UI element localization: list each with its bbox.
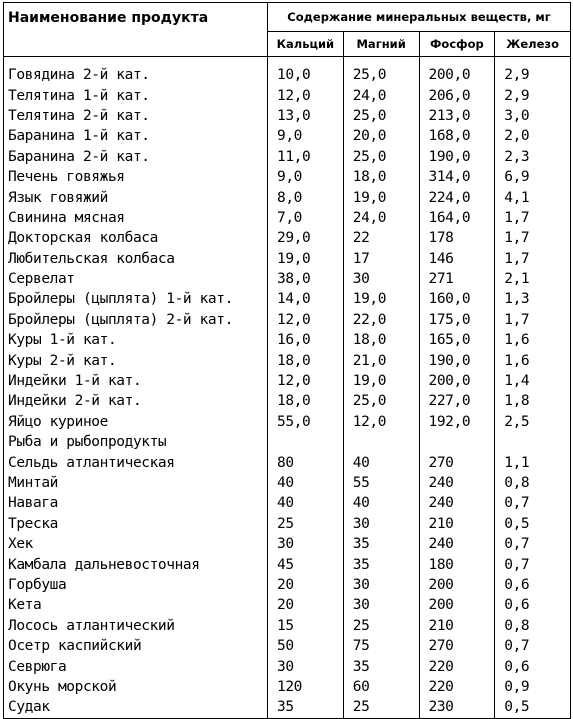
cell-product-name: Навага <box>4 493 268 513</box>
cell-phosphorus: 146 <box>419 249 495 269</box>
cell-iron: 0,7 <box>495 554 571 574</box>
cell-calcium: 80 <box>268 452 344 472</box>
table-row <box>4 391 571 411</box>
cell-magnesium <box>343 432 419 452</box>
cell-product-name: Баранина 1-й кат. <box>4 126 268 146</box>
cell-iron: 0,8 <box>495 616 571 636</box>
mineral-content-table <box>3 2 571 719</box>
cell-phosphorus: 160,0 <box>419 289 495 309</box>
table-row <box>4 473 571 493</box>
cell-phosphorus: 200 <box>419 575 495 595</box>
header-iron: Железо <box>495 32 571 57</box>
cell-product-name: Телятина 2-й кат. <box>4 106 268 126</box>
cell-calcium: 8,0 <box>268 187 344 207</box>
cell-iron: 1,7 <box>495 208 571 228</box>
cell-phosphorus <box>419 432 495 452</box>
cell-calcium: 29,0 <box>268 228 344 248</box>
table-row <box>4 350 571 370</box>
cell-product-name: Индейки 1-й кат. <box>4 371 268 391</box>
cell-product-name: Куры 1-й кат. <box>4 330 268 350</box>
table-row <box>4 208 571 228</box>
header-mineral-group: Содержание минеральных веществ, мг <box>268 3 571 32</box>
cell-iron: 0,7 <box>495 493 571 513</box>
table-row <box>4 595 571 615</box>
cell-phosphorus: 165,0 <box>419 330 495 350</box>
cell-product-name: Кета <box>4 595 268 615</box>
cell-calcium: 55,0 <box>268 412 344 432</box>
table-row <box>4 697 571 718</box>
table-row <box>4 616 571 636</box>
cell-product-name: Сельдь атлантическая <box>4 452 268 472</box>
cell-calcium: 12,0 <box>268 310 344 330</box>
header-product-name: Наименование продукта <box>4 3 268 57</box>
cell-magnesium: 21,0 <box>343 350 419 370</box>
header-phosphorus: Фосфор <box>419 32 495 57</box>
cell-product-name: Окунь морской <box>4 677 268 697</box>
cell-calcium: 120 <box>268 677 344 697</box>
cell-phosphorus: 230 <box>419 697 495 718</box>
table-row <box>4 167 571 187</box>
table-row <box>4 126 571 146</box>
cell-magnesium: 25 <box>343 697 419 718</box>
cell-magnesium: 19,0 <box>343 371 419 391</box>
header-calcium: Кальций <box>268 32 344 57</box>
cell-phosphorus: 192,0 <box>419 412 495 432</box>
table-row <box>4 534 571 554</box>
cell-iron: 1,1 <box>495 452 571 472</box>
cell-iron: 2,9 <box>495 85 571 105</box>
cell-phosphorus: 200 <box>419 595 495 615</box>
table-row <box>4 147 571 167</box>
cell-magnesium: 30 <box>343 514 419 534</box>
table-row <box>4 330 571 350</box>
cell-iron: 0,7 <box>495 534 571 554</box>
cell-product-name: Баранина 2-й кат. <box>4 147 268 167</box>
cell-phosphorus: 220 <box>419 677 495 697</box>
cell-product-name: Севрюга <box>4 656 268 676</box>
cell-magnesium: 55 <box>343 473 419 493</box>
mineral-content-table-container <box>3 2 571 715</box>
cell-product-name: Лосось атлантический <box>4 616 268 636</box>
cell-magnesium: 25,0 <box>343 57 419 86</box>
cell-phosphorus: 180 <box>419 554 495 574</box>
cell-magnesium: 35 <box>343 656 419 676</box>
cell-calcium: 38,0 <box>268 269 344 289</box>
cell-phosphorus: 220 <box>419 656 495 676</box>
cell-phosphorus: 168,0 <box>419 126 495 146</box>
cell-product-name: Докторская колбаса <box>4 228 268 248</box>
cell-phosphorus: 240 <box>419 493 495 513</box>
cell-iron: 1,7 <box>495 310 571 330</box>
cell-iron: 1,7 <box>495 228 571 248</box>
cell-product-name: Горбуша <box>4 575 268 595</box>
table-row <box>4 310 571 330</box>
cell-magnesium: 20,0 <box>343 126 419 146</box>
cell-magnesium: 18,0 <box>343 330 419 350</box>
cell-phosphorus: 190,0 <box>419 350 495 370</box>
table-row <box>4 432 571 452</box>
cell-phosphorus: 175,0 <box>419 310 495 330</box>
cell-iron: 1,6 <box>495 330 571 350</box>
cell-calcium: 35 <box>268 697 344 718</box>
table-row <box>4 269 571 289</box>
cell-calcium: 9,0 <box>268 126 344 146</box>
cell-magnesium: 22,0 <box>343 310 419 330</box>
table-row <box>4 57 571 86</box>
table-row <box>4 493 571 513</box>
cell-magnesium: 35 <box>343 554 419 574</box>
cell-product-name: Хек <box>4 534 268 554</box>
cell-phosphorus: 200,0 <box>419 57 495 86</box>
cell-product-name: Сервелат <box>4 269 268 289</box>
cell-iron: 0,5 <box>495 697 571 718</box>
cell-iron: 6,9 <box>495 167 571 187</box>
cell-product-name: Говядина 2-й кат. <box>4 57 268 86</box>
cell-iron: 0,6 <box>495 575 571 595</box>
cell-phosphorus: 206,0 <box>419 85 495 105</box>
cell-iron: 4,1 <box>495 187 571 207</box>
cell-iron: 2,0 <box>495 126 571 146</box>
cell-phosphorus: 178 <box>419 228 495 248</box>
cell-product-name: Свинина мясная <box>4 208 268 228</box>
table-row <box>4 677 571 697</box>
cell-magnesium: 25,0 <box>343 147 419 167</box>
cell-product-name: Бройлеры (цыплята) 2-й кат. <box>4 310 268 330</box>
cell-magnesium: 60 <box>343 677 419 697</box>
cell-magnesium: 75 <box>343 636 419 656</box>
cell-calcium: 30 <box>268 656 344 676</box>
header-magnesium: Магний <box>343 32 419 57</box>
cell-product-name: Минтай <box>4 473 268 493</box>
cell-phosphorus: 213,0 <box>419 106 495 126</box>
cell-phosphorus: 190,0 <box>419 147 495 167</box>
cell-magnesium: 40 <box>343 452 419 472</box>
table-row <box>4 554 571 574</box>
cell-product-name: Индейки 2-й кат. <box>4 391 268 411</box>
table-row <box>4 452 571 472</box>
cell-iron: 0,7 <box>495 636 571 656</box>
cell-calcium: 16,0 <box>268 330 344 350</box>
cell-calcium: 14,0 <box>268 289 344 309</box>
table-row <box>4 636 571 656</box>
cell-phosphorus: 210 <box>419 616 495 636</box>
cell-magnesium: 25,0 <box>343 106 419 126</box>
cell-phosphorus: 210 <box>419 514 495 534</box>
cell-phosphorus: 270 <box>419 636 495 656</box>
cell-iron: 0,6 <box>495 656 571 676</box>
cell-product-name: Язык говяжий <box>4 187 268 207</box>
table-row <box>4 85 571 105</box>
table-row <box>4 249 571 269</box>
cell-magnesium: 22 <box>343 228 419 248</box>
cell-calcium: 30 <box>268 534 344 554</box>
cell-calcium: 20 <box>268 575 344 595</box>
cell-calcium: 13,0 <box>268 106 344 126</box>
cell-calcium: 15 <box>268 616 344 636</box>
cell-product-name: Осетр каспийский <box>4 636 268 656</box>
cell-product-name: Печень говяжья <box>4 167 268 187</box>
cell-magnesium: 30 <box>343 575 419 595</box>
cell-calcium: 12,0 <box>268 371 344 391</box>
table-row <box>4 656 571 676</box>
cell-phosphorus: 240 <box>419 473 495 493</box>
cell-iron: 1,4 <box>495 371 571 391</box>
cell-magnesium: 40 <box>343 493 419 513</box>
table-row <box>4 289 571 309</box>
cell-calcium: 11,0 <box>268 147 344 167</box>
cell-calcium: 18,0 <box>268 350 344 370</box>
cell-phosphorus: 240 <box>419 534 495 554</box>
cell-product-name: Камбала дальневосточная <box>4 554 268 574</box>
cell-calcium: 19,0 <box>268 249 344 269</box>
cell-magnesium: 18,0 <box>343 167 419 187</box>
cell-calcium: 9,0 <box>268 167 344 187</box>
table-row <box>4 228 571 248</box>
cell-magnesium: 24,0 <box>343 85 419 105</box>
cell-magnesium: 19,0 <box>343 289 419 309</box>
cell-iron: 1,6 <box>495 350 571 370</box>
cell-calcium: 40 <box>268 473 344 493</box>
table-row <box>4 187 571 207</box>
table-row <box>4 514 571 534</box>
cell-calcium: 10,0 <box>268 57 344 86</box>
table-header <box>4 3 571 57</box>
cell-calcium: 40 <box>268 493 344 513</box>
cell-phosphorus: 271 <box>419 269 495 289</box>
cell-product-name: Рыба и рыбопродукты <box>4 432 268 452</box>
cell-calcium: 45 <box>268 554 344 574</box>
cell-product-name: Куры 2-й кат. <box>4 350 268 370</box>
cell-calcium: 20 <box>268 595 344 615</box>
cell-iron <box>495 432 571 452</box>
table-row <box>4 106 571 126</box>
cell-product-name: Любительская колбаса <box>4 249 268 269</box>
table-body <box>4 57 571 719</box>
cell-phosphorus: 270 <box>419 452 495 472</box>
cell-calcium: 7,0 <box>268 208 344 228</box>
cell-magnesium: 30 <box>343 595 419 615</box>
cell-calcium: 25 <box>268 514 344 534</box>
cell-iron: 0,9 <box>495 677 571 697</box>
cell-product-name: Яйцо куриное <box>4 412 268 432</box>
cell-iron: 0,6 <box>495 595 571 615</box>
cell-phosphorus: 314,0 <box>419 167 495 187</box>
cell-magnesium: 35 <box>343 534 419 554</box>
cell-magnesium: 19,0 <box>343 187 419 207</box>
cell-calcium: 12,0 <box>268 85 344 105</box>
cell-phosphorus: 200,0 <box>419 371 495 391</box>
cell-iron: 1,7 <box>495 249 571 269</box>
cell-phosphorus: 164,0 <box>419 208 495 228</box>
cell-iron: 2,3 <box>495 147 571 167</box>
cell-magnesium: 17 <box>343 249 419 269</box>
cell-calcium: 50 <box>268 636 344 656</box>
cell-magnesium: 12,0 <box>343 412 419 432</box>
cell-calcium <box>268 432 344 452</box>
cell-product-name: Судак <box>4 697 268 718</box>
cell-magnesium: 25 <box>343 616 419 636</box>
cell-product-name: Бройлеры (цыплята) 1-й кат. <box>4 289 268 309</box>
cell-iron: 2,5 <box>495 412 571 432</box>
cell-product-name: Телятина 1-й кат. <box>4 85 268 105</box>
cell-magnesium: 24,0 <box>343 208 419 228</box>
cell-iron: 0,8 <box>495 473 571 493</box>
cell-iron: 2,9 <box>495 57 571 86</box>
cell-product-name: Треска <box>4 514 268 534</box>
cell-calcium: 18,0 <box>268 391 344 411</box>
cell-iron: 1,8 <box>495 391 571 411</box>
cell-phosphorus: 224,0 <box>419 187 495 207</box>
cell-iron: 3,0 <box>495 106 571 126</box>
cell-magnesium: 30 <box>343 269 419 289</box>
table-row <box>4 575 571 595</box>
cell-magnesium: 25,0 <box>343 391 419 411</box>
cell-iron: 2,1 <box>495 269 571 289</box>
table-row <box>4 371 571 391</box>
table-row <box>4 412 571 432</box>
cell-iron: 1,3 <box>495 289 571 309</box>
cell-phosphorus: 227,0 <box>419 391 495 411</box>
cell-iron: 0,5 <box>495 514 571 534</box>
